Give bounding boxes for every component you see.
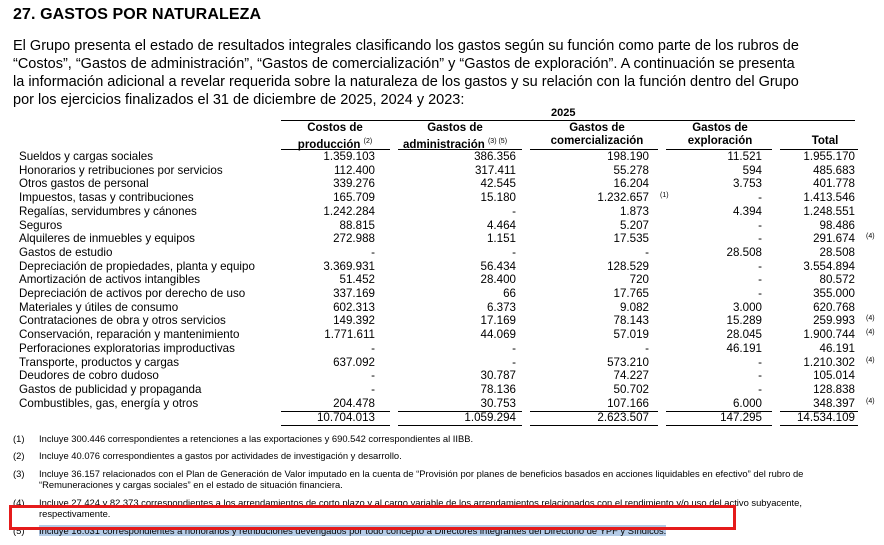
footnote-number: (2) — [13, 450, 25, 462]
table-cell: - — [645, 245, 649, 259]
table-cell: 198.190 — [607, 150, 649, 163]
row-label: Transporte, productos y cargas — [19, 355, 180, 369]
intro-line: la información adicional a revelar requerida sobre la naturaleza de los gastos y su relación con la función dentro del Grupo — [13, 74, 799, 90]
table-cell: 28.508 — [819, 245, 855, 259]
table-cell: 15.180 — [480, 191, 516, 205]
column-header-line1: Costos de — [307, 122, 363, 134]
total-underline — [666, 425, 772, 426]
row-label: Impuestos, tasas y contribuciones — [19, 191, 194, 205]
table-cell: 128.529 — [607, 259, 649, 273]
table-row — [0, 219, 884, 233]
table-row — [0, 369, 884, 383]
row-label: Otros gastos de personal — [19, 177, 149, 191]
table-cell: - — [758, 218, 762, 232]
row-label: Amortización de activos intangibles — [19, 273, 201, 287]
table-cell: 50.702 — [613, 382, 649, 396]
intro-line: por los ejercicios finalizados el 31 de diciembre de 2025, 2024 y 2023: — [13, 92, 465, 108]
row-label: Materiales y útiles de consumo — [19, 300, 179, 314]
column-header-text: producción — [297, 138, 361, 151]
footnote-text: Incluye 300.446 correspondientes a retenciones a las exportaciones y 690.542 correspondientes al IIBB. — [39, 433, 474, 444]
table-cell: 1.413.546 — [803, 191, 855, 205]
table-cell: - — [758, 273, 762, 287]
footnote-text-selected[interactable]: Incluye 16.031 correspondientes a honorarios y retribuciones devengados por todo concepto a Directores integrantes del Directorio de YPF y Síndicos. — [39, 525, 667, 537]
table-cell: 1.900.744 — [803, 328, 855, 342]
table-cell: - — [512, 245, 516, 259]
table-cell: 4.394 — [732, 204, 762, 218]
table-row — [0, 205, 884, 219]
row-label: Seguros — [19, 218, 63, 232]
table-cell: 98.486 — [819, 218, 855, 232]
column-header — [790, 135, 860, 148]
row-label: Conservación, reparación y mantenimiento — [19, 328, 240, 342]
table-row — [0, 246, 884, 260]
footnote-number: (5) — [13, 525, 25, 537]
table-cell: 105.014 — [813, 369, 855, 383]
table-cell: 1.242.284 — [323, 204, 375, 218]
column-header-line1: Gastos de — [569, 122, 625, 134]
table-cell: 149.392 — [333, 314, 375, 328]
row-label: Sueldos y cargas sociales — [19, 150, 154, 163]
table-row — [0, 232, 884, 246]
row-label: Gastos de estudio — [19, 245, 113, 259]
totals-row — [0, 411, 884, 425]
table-cell: 128.838 — [813, 382, 855, 396]
total-cell: 10.704.013 — [316, 411, 375, 424]
column-header-note: (3) (5) — [487, 138, 508, 145]
table-cell: - — [758, 191, 762, 205]
table-cell: 1.232.657 — [597, 191, 649, 205]
table-cell: - — [512, 204, 516, 218]
table-cell: 57.019 — [613, 328, 649, 342]
row-label: Depreciación de activos por derecho de uso — [19, 287, 246, 300]
table-cell: 74.227 — [613, 369, 649, 383]
year-underline — [281, 120, 855, 121]
table-cell: 9.082 — [619, 300, 649, 314]
table-row — [0, 273, 884, 287]
table-cell: 44.069 — [480, 328, 516, 342]
table-row — [0, 260, 884, 274]
table-cell: 112.400 — [333, 163, 375, 177]
table-row — [0, 356, 884, 370]
total-cell: 14.534.109 — [796, 411, 855, 424]
total-cell: 2.623.507 — [597, 411, 649, 424]
cell-footnote-ref: (4) — [866, 397, 875, 405]
table-cell: 17.535 — [613, 232, 649, 246]
table-cell: 16.204 — [613, 177, 649, 191]
table-cell: 46.191 — [726, 341, 762, 355]
column-header-text: exploración — [687, 135, 753, 147]
table-cell: 56.434 — [480, 259, 516, 273]
row-label: Perforaciones exploratorias improductivas — [19, 341, 235, 355]
table-cell: 317.411 — [474, 163, 516, 177]
cell-footnote-ref: (4) — [866, 329, 875, 337]
table-cell: 11.521 — [727, 150, 762, 163]
table-cell: 46.191 — [819, 341, 855, 355]
table-cell: 291.674 — [813, 232, 855, 246]
table-cell: 78.143 — [613, 314, 649, 328]
table-cell: 1.248.551 — [803, 204, 855, 218]
footnote-text: Incluye 36.157 relacionados con el Plan de Generación de Valor imputado en la cuenta de “Provisión por planes de beneficios basados en acciones liquidables en efectivo” del rubro de “Remuneraciones y cargas sociales” en el estado de situación financiera. — [39, 467, 804, 491]
footnote-text: Incluye 27.424 y 82.373 correspondientes a los arrendamientos de corto plazo y al cargo variable de los arrendamientos relacionados con el rendimiento y/o uso del activo subyacente, respectivamente. — [39, 496, 802, 520]
footnote-number: (3) — [13, 467, 25, 479]
table-cell: - — [758, 355, 762, 369]
column-header-line2 — [670, 135, 770, 148]
row-label: Deudores de cobro dudoso — [19, 369, 159, 383]
table-row — [0, 301, 884, 315]
footnote — [13, 468, 875, 491]
column-header — [670, 122, 770, 148]
table-cell: 6.373 — [486, 300, 516, 314]
table-cell: 637.092 — [333, 355, 375, 369]
table-cell: - — [512, 355, 516, 369]
table-cell: 339.276 — [333, 177, 375, 191]
footnote-number: (1) — [13, 433, 25, 444]
table-row — [0, 164, 884, 178]
table-row — [0, 328, 884, 342]
table-cell: 259.993 — [813, 314, 855, 328]
table-cell: - — [645, 341, 649, 355]
total-cell: 1.059.294 — [464, 411, 516, 424]
table-row — [0, 314, 884, 328]
table-cell: 88.815 — [339, 218, 375, 232]
table-cell: 348.397 — [813, 396, 855, 410]
table-cell: - — [758, 287, 762, 300]
table-cell: 3.000 — [732, 300, 762, 314]
cell-footnote-ref: (4) — [866, 315, 875, 323]
row-label: Gastos de publicidad y propaganda — [19, 382, 202, 396]
table-cell: 17.765 — [613, 287, 649, 300]
column-header-text: administración — [402, 138, 485, 151]
total-underline — [530, 425, 658, 426]
table-cell: 594 — [742, 163, 762, 177]
cell-footnote-ref: (1) — [660, 192, 669, 200]
table-cell: 17.169 — [480, 314, 516, 328]
table-cell: 1.359.103 — [323, 150, 375, 163]
table-cell: 5.207 — [619, 218, 649, 232]
row-label: Depreciación de propiedades, planta y equipo — [19, 259, 255, 273]
table-cell: - — [758, 369, 762, 383]
table-cell: 620.768 — [813, 300, 855, 314]
table-cell: 55.278 — [613, 163, 649, 177]
column-header-text: comercialización — [550, 135, 644, 147]
row-label: Honorarios y retribuciones por servicios — [19, 163, 223, 177]
table-cell: 1.771.611 — [324, 328, 375, 342]
table-cell: 6.000 — [732, 396, 762, 410]
table-cell: - — [758, 382, 762, 396]
table-cell: 485.683 — [813, 163, 855, 177]
table-cell: 80.572 — [819, 273, 855, 287]
table-cell: 337.169 — [333, 287, 375, 300]
table-cell: - — [512, 341, 516, 355]
footnote-number: (4) — [13, 496, 25, 508]
column-header — [280, 122, 390, 152]
table-row — [0, 177, 884, 191]
table-row — [0, 383, 884, 397]
table-cell: 42.545 — [480, 177, 516, 191]
table-cell: - — [371, 245, 375, 259]
table-row — [0, 150, 884, 164]
table-cell: 3.369.931 — [323, 259, 375, 273]
table-cell: 165.709 — [333, 191, 375, 205]
footnote — [13, 433, 875, 444]
table-cell: 107.166 — [607, 396, 649, 410]
table-cell: - — [371, 369, 375, 383]
column-header — [532, 122, 662, 148]
table-cell: - — [758, 232, 762, 246]
total-underline — [281, 425, 390, 426]
table-row — [0, 342, 884, 356]
table-cell: - — [758, 259, 762, 273]
table-cell: 573.210 — [607, 355, 649, 369]
row-label: Contrataciones de obra y otros servicios — [19, 314, 226, 328]
table-cell: 15.289 — [726, 314, 762, 328]
footnote-text: Incluye 40.076 correspondientes a gastos por actividades de investigación y desarrollo. — [39, 450, 402, 462]
table-cell: 1.955.170 — [803, 150, 855, 163]
table-cell: 3.753 — [732, 177, 762, 191]
row-label: Regalías, servidumbres y cánones — [19, 204, 197, 218]
table-row — [0, 397, 884, 411]
column-header-note: (2) — [363, 138, 373, 145]
total-cell: 147.295 — [720, 411, 762, 424]
table-cell: 28.508 — [726, 245, 762, 259]
highlight-box — [9, 505, 736, 530]
table-cell: 4.464 — [486, 218, 516, 232]
table-cell: 66 — [503, 287, 516, 300]
table-row — [0, 287, 884, 301]
table-cell: 51.452 — [339, 273, 375, 287]
table-cell: 3.554.894 — [803, 259, 855, 273]
row-label: Combustibles, gas, energía y otros — [19, 396, 199, 410]
cell-footnote-ref: (4) — [866, 233, 875, 241]
intro-paragraph — [13, 37, 875, 109]
column-header-line1: Gastos de — [427, 122, 483, 134]
row-label: Alquileres de inmuebles y equipos — [19, 232, 195, 246]
table-cell: 204.478 — [333, 396, 375, 410]
table-cell: 1.873 — [619, 204, 649, 218]
total-underline — [398, 425, 522, 426]
table-cell: 386.356 — [474, 150, 516, 163]
table-cell: 602.313 — [333, 300, 375, 314]
table-cell: 720 — [629, 273, 649, 287]
table-cell: 1.210.302 — [803, 355, 855, 369]
table-year: 2025 — [551, 107, 576, 119]
footnote — [13, 450, 875, 461]
intro-line: El Grupo presenta el estado de resultados integrales clasificando los gastos según su función como parte de los rubros de — [13, 38, 799, 54]
total-underline — [780, 425, 858, 426]
table-cell: - — [371, 341, 375, 355]
table-cell: 401.778 — [813, 177, 855, 191]
table-cell: 30.787 — [480, 369, 516, 383]
intro-line: “Costos”, “Gastos de administración”, “Gastos de comercialización” y “Gastos de exploración”. A continuación se presenta — [13, 56, 795, 72]
column-header-text: Total — [811, 135, 839, 147]
column-header-line2 — [790, 135, 860, 148]
table-cell: - — [371, 382, 375, 396]
cell-footnote-ref: (4) — [866, 356, 875, 364]
section-title: 27. GASTOS POR NATURALEZA — [13, 6, 262, 23]
table-cell: 272.988 — [333, 232, 375, 246]
table-cell: 28.400 — [480, 273, 516, 287]
table-cell: 30.753 — [480, 396, 516, 410]
column-header-line2 — [532, 135, 662, 148]
column-header-line1: Gastos de — [692, 122, 748, 134]
table-cell: 78.136 — [480, 382, 516, 396]
column-header — [390, 122, 520, 152]
table-cell: 1.151 — [486, 232, 516, 246]
table-cell: 28.045 — [726, 328, 762, 342]
table-row — [0, 191, 884, 205]
table-cell: 355.000 — [813, 287, 855, 300]
